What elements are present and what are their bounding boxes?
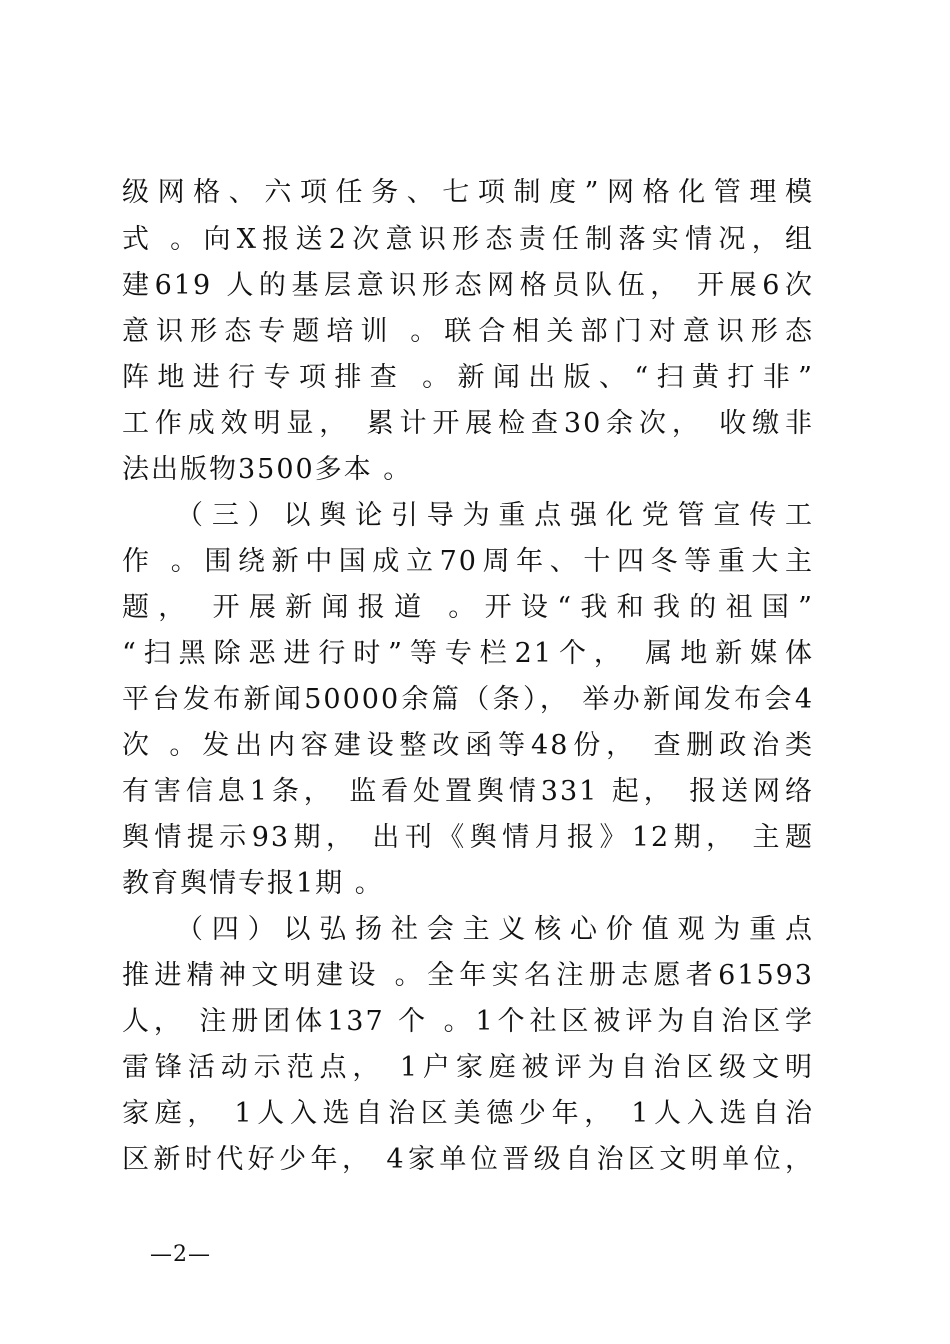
text-line: 工作成效明显， 累计开展检查30余次， 收缴非 bbox=[122, 408, 814, 439]
text-line: 舆情提示93期， 出刊《舆情月报》12期， 主题 bbox=[122, 822, 814, 853]
page-number: —2— bbox=[150, 1242, 211, 1267]
text-line: 级网格、六项任务、七项制度”网格化管理模 bbox=[122, 177, 814, 208]
text-line: 平台发布新闻50000余篇（条）， 举办新闻发布会4 bbox=[122, 684, 814, 715]
text-line: 建619 人的基层意识形态网格员队伍， 开展6次 bbox=[122, 270, 814, 301]
text-line: “扫黑除恶进行时”等专栏21个， 属地新媒体 bbox=[122, 638, 814, 669]
text-line: 家庭， 1人入选自治区美德少年， 1人入选自治 bbox=[122, 1098, 814, 1129]
text-line: 题， 开展新闻报道 。开设“我和我的祖国” bbox=[122, 592, 814, 623]
text-line: 教育舆情专报1期 。 bbox=[122, 868, 384, 899]
section-heading-line: （三）以舆论引导为重点强化党管宣传工 bbox=[176, 500, 814, 531]
section-heading-line: （四）以弘扬社会主义核心价值观为重点 bbox=[176, 914, 814, 945]
text-line: 法出版物3500多本 。 bbox=[122, 454, 413, 485]
text-line: 式 。向X报送2次意识形态责任制落实情况，组 bbox=[122, 224, 814, 255]
text-line: 次 。发出内容建设整改函等48份， 查删政治类 bbox=[122, 730, 814, 761]
text-line: 意识形态专题培训 。联合相关部门对意识形态 bbox=[122, 316, 814, 347]
text-line: 阵地进行专项排查 。新闻出版、“扫黄打非” bbox=[122, 362, 814, 393]
text-line: 推进精神文明建设 。全年实名注册志愿者61593 bbox=[122, 960, 814, 991]
text-line: 有害信息1条， 监看处置舆情331 起， 报送网络 bbox=[122, 776, 814, 807]
text-line: 雷锋活动示范点， 1户家庭被评为自治区级文明 bbox=[122, 1052, 814, 1083]
text-line: 作 。围绕新中国成立70周年、十四冬等重大主 bbox=[122, 546, 814, 577]
text-line: 人， 注册团体137 个 。1个社区被评为自治区学 bbox=[122, 1006, 814, 1037]
text-line: 区新时代好少年， 4家单位晋级自治区文明单位， bbox=[122, 1144, 814, 1175]
